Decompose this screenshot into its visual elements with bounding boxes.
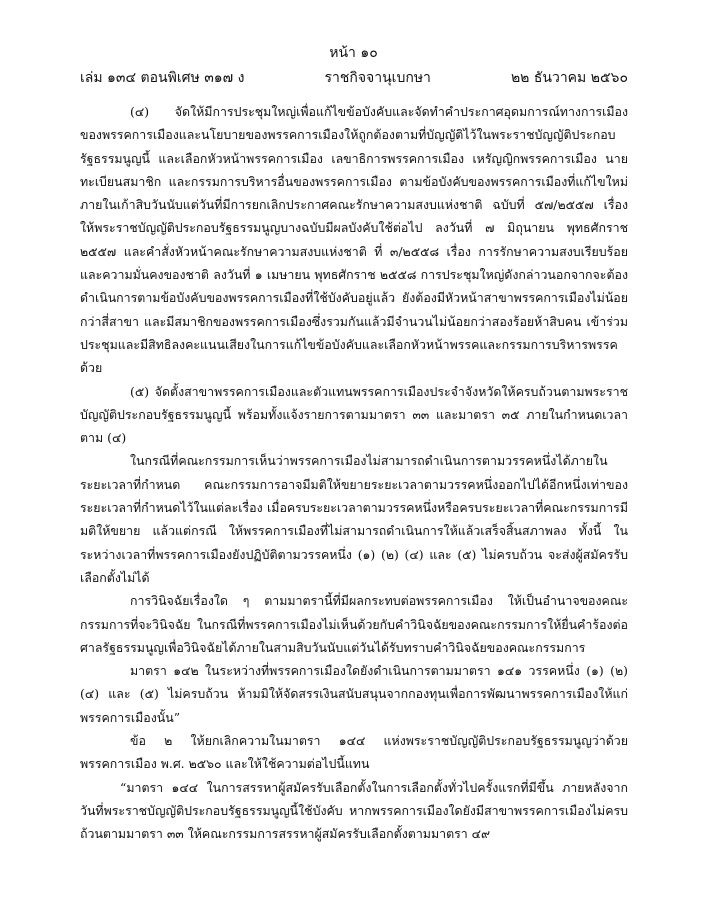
document-body xyxy=(80,100,628,846)
publication-name: ราชกิจจานุเบกษา xyxy=(324,70,431,86)
publication-date: ๒๒ ธันวาคม ๒๕๖๐ xyxy=(510,70,628,86)
paragraph-clause-4: (๔) จัดให้มีการประชุมใหญ่เพื่อแก้ไขข้อบังคับและจัดทำคำประกาศอุดมการณ์ทางการเมืองของพรรคการเมืองและนโยบายของพรรคการเมืองให้ถูกต้องตามที่บัญญัติไว้ในพระราชบัญญัติประกอบรัฐธรรมนูญนี้ และเลือกหัวหน้าพรรคการเมือง เลขาธิการพรรคการเมือง เหรัญญิกพรรคการเมือง นายทะเบียนสมาชิก และกรรมการบริหารอื่นของพรรคการเมือง ตามข้อบังคับของพรรคการเมืองที่แก้ไขใหม่ภายในเก้าสิบวันนับแต่วันที่มีการยกเลิกประกาศคณะรักษาความสงบแห่งชาติ ฉบับที่ ๕๗/๒๕๕๗ เรื่อง ให้พระราชบัญญัติประกอบรัฐธรรมนูญบางฉบับมีผลบังคับใช้ต่อไป ลงวันที่ ๗ มิถุนายน พุทธศักราช ๒๕๕๗ และคำสั่งหัวหน้าคณะรักษาความสงบแห่งชาติ ที่ ๓/๒๕๕๘ เรื่อง การรักษาความสงบเรียบร้อยและความมั่นคงของชาติ ลงวันที่ ๑ เมษายน พุทธศักราช ๒๕๕๘ การประชุมใหญ่ดังกล่าวนอกจากจะต้องดำเนินการตามข้อบังคับของพรรคการเมืองที่ใช้บังคับอยู่แล้ว ยังต้องมีหัวหน้าสาขาพรรคการเมืองไม่น้อยกว่าสี่สาขา และมีสมาชิกของพรรคการเมืองซึ่งรวมกันแล้วมีจำนวนไม่น้อยกว่าสองร้อยห้าสิบคน เข้าร่วมประชุมและมีสิทธิลงคะแนนเสียงในการแก้ไขข้อบังคับและเลือกหัวหน้าพรรคและกรรมการบริหารพรรคด้วย xyxy=(80,104,628,376)
gazette-header xyxy=(80,67,628,89)
paragraph-section-144: “มาตรา ๑๔๔ ในการสรรหาผู้สมัครรับเลือกตั้งในการเลือกตั้งทั่วไปครั้งแรกที่มีขึ้น ภายหลังจากวันที่พระราชบัญญัติประกอบรัฐธรรมนูญนี้ใช้บังคับ หากพรรคการเมืองใดยังมีสาขาพรรคการเมืองไม่ครบถ้วนตามมาตรา ๓๓ ให้คณะกรรมการสรรหาผู้สมัครรับเลือกตั้งตามมาตรา ๔๙ xyxy=(80,779,628,842)
paragraph-decision-authority: การวินิจฉัยเรื่องใด ๆ ตามมาตรานี้ที่มีผลกระทบต่อพรรคการเมือง ให้เป็นอำนาจของคณะกรรมการที่จะวินิจฉัย ในกรณีที่พรรคการเมืองไม่เห็นด้วยกับคำวินิจฉัยของคณะกรรมการให้ยื่นคำร้องต่อศาลรัฐธรรมนูญเพื่อวินิจฉัยได้ภายในสามสิบวันนับแต่วันได้รับทราบคำวินิจฉัยของคณะกรรมการ xyxy=(80,593,628,655)
paragraph-clause-5: (๕) จัดตั้งสาขาพรรคการเมืองและตัวแทนพรรคการเมืองประจำจังหวัดให้ครบถ้วนตามพระราชบัญญัติประกอบรัฐธรรมนูญนี้ พร้อมทั้งแจ้งรายการตามมาตรา ๓๓ และมาตรา ๓๕ ภายในกำหนดเวลาตาม (๔) xyxy=(80,383,628,446)
paragraph-article-2: ข้อ ๒ ให้ยกเลิกความในมาตรา ๑๔๔ แห่งพระราชบัญญัติประกอบรัฐธรรมนูญว่าด้วยพรรคการเมือง พ.ศ. ๒๕๖๐ และให้ใช้ความต่อไปนี้แทน xyxy=(80,733,628,772)
page-number: หน้า ๑๐ xyxy=(329,45,378,61)
paragraph-extension-rule: ในกรณีที่คณะกรรมการเห็นว่าพรรคการเมืองไม่สามารถดำเนินการตามวรรคหนึ่งได้ภายในระยะเวลาที่กำหนด คณะกรรมการอาจมีมติให้ขยายระยะเวลาตามวรรคหนึ่งออกไปได้อีกหนึ่งเท่าของระยะเวลาที่กำหนดไว้ในแต่ละเรื่อง เมื่อครบระยะเวลาตามวรรคหนึ่งหรือครบระยะเวลาที่คณะกรรมการมีมติให้ขยาย แล้วแต่กรณี ให้พรรคการเมืองที่ไม่สามารถดำเนินการให้แล้วเสร็จสิ้นสภาพลง ทั้งนี้ ในระหว่างเวลาที่พรรคการเมืองยังปฏิบัติตามวรรคหนึ่ง (๑) (๒) (๔) และ (๕) ไม่ครบถ้วน จะส่งผู้สมัครรับเลือกตั้งไม่ได้ xyxy=(80,453,628,585)
volume-issue: เล่ม ๑๓๔ ตอนพิเศษ ๓๑๗ ง xyxy=(80,70,245,86)
paragraph-section-142: มาตรา ๑๔๒ ในระหว่างที่พรรคการเมืองใดยังดำเนินการตามมาตรา ๑๔๑ วรรคหนึ่ง (๑) (๒) (๔) และ (๕) ไม่ครบถ้วน ห้ามมิให้จัดสรรเงินสนับสนุนจากกองทุนเพื่อการพัฒนาพรรคการเมืองให้แก่พรรคการเมืองนั้น” xyxy=(80,663,628,725)
